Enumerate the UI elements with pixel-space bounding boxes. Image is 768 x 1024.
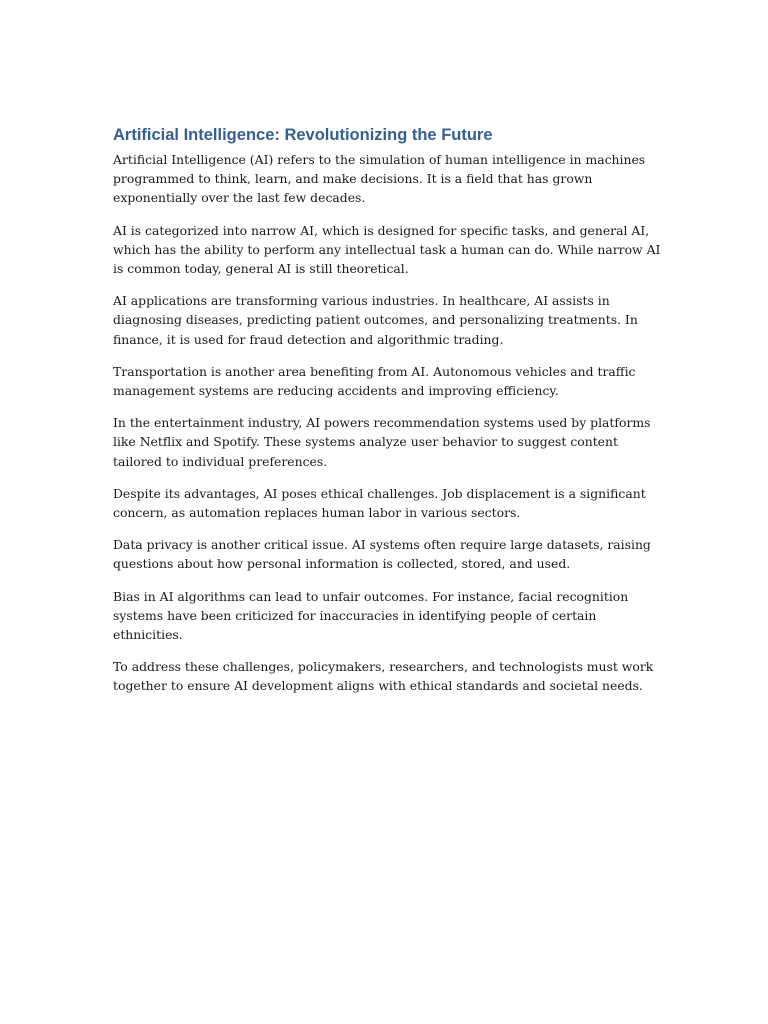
paragraph-applications: AI applications are transforming various industries. In healthcare, AI assists in diagnosing diseases, predicting patient outcomes, and personalizing treatments. In finance, it is used for fraud detection and algorithmic trading. xyxy=(113,293,638,347)
paragraph-narrow-general-ai: AI is categorized into narrow AI, which is designed for specific tasks, and general AI, which has the ability to perform any intellectual task a human can do. While narrow AI is common today, general AI is still theoretical. xyxy=(113,222,661,277)
paragraph-data-privacy: Data privacy is another critical issue. AI systems often require large datasets, raising questions about how personal information is collected, stored, and used. xyxy=(113,537,651,572)
paragraph-conclusion: To address these challenges, policymakers, researchers, and technologists must work together to ensure AI development aligns with ethical standards and societal needs. xyxy=(113,659,654,694)
paragraph-definition: Artificial Intelligence (AI) refers to the simulation of human intelligence in machines programmed to think, learn, and make decisions. It is a field that has grown exponentially over the last few decades. xyxy=(113,152,646,206)
paragraph-bias: Bias in AI algorithms can lead to unfair outcomes. For instance, facial recognition systems have been criticized for inaccuracies in identifying people of certain ethnicities. xyxy=(113,588,629,643)
paragraph-entertainment: In the entertainment industry, AI powers recommendation systems used by platforms like Netflix and Spotify. These systems analyze user behavior to suggest content tailored to individual preferences. xyxy=(113,415,651,469)
paragraph-ethical-challenges: Despite its advantages, AI poses ethical challenges. Job displacement is a significant concern, as automation replaces human labor in various sectors. xyxy=(113,485,646,521)
document-body xyxy=(113,124,661,709)
paragraph-transportation: Transportation is another area benefiting from AI. Autonomous vehicles and traffic management systems are reducing accidents and improving efficiency. xyxy=(113,363,636,399)
document-title: Artificial Intelligence: Revolutionizing the Future xyxy=(113,126,493,144)
